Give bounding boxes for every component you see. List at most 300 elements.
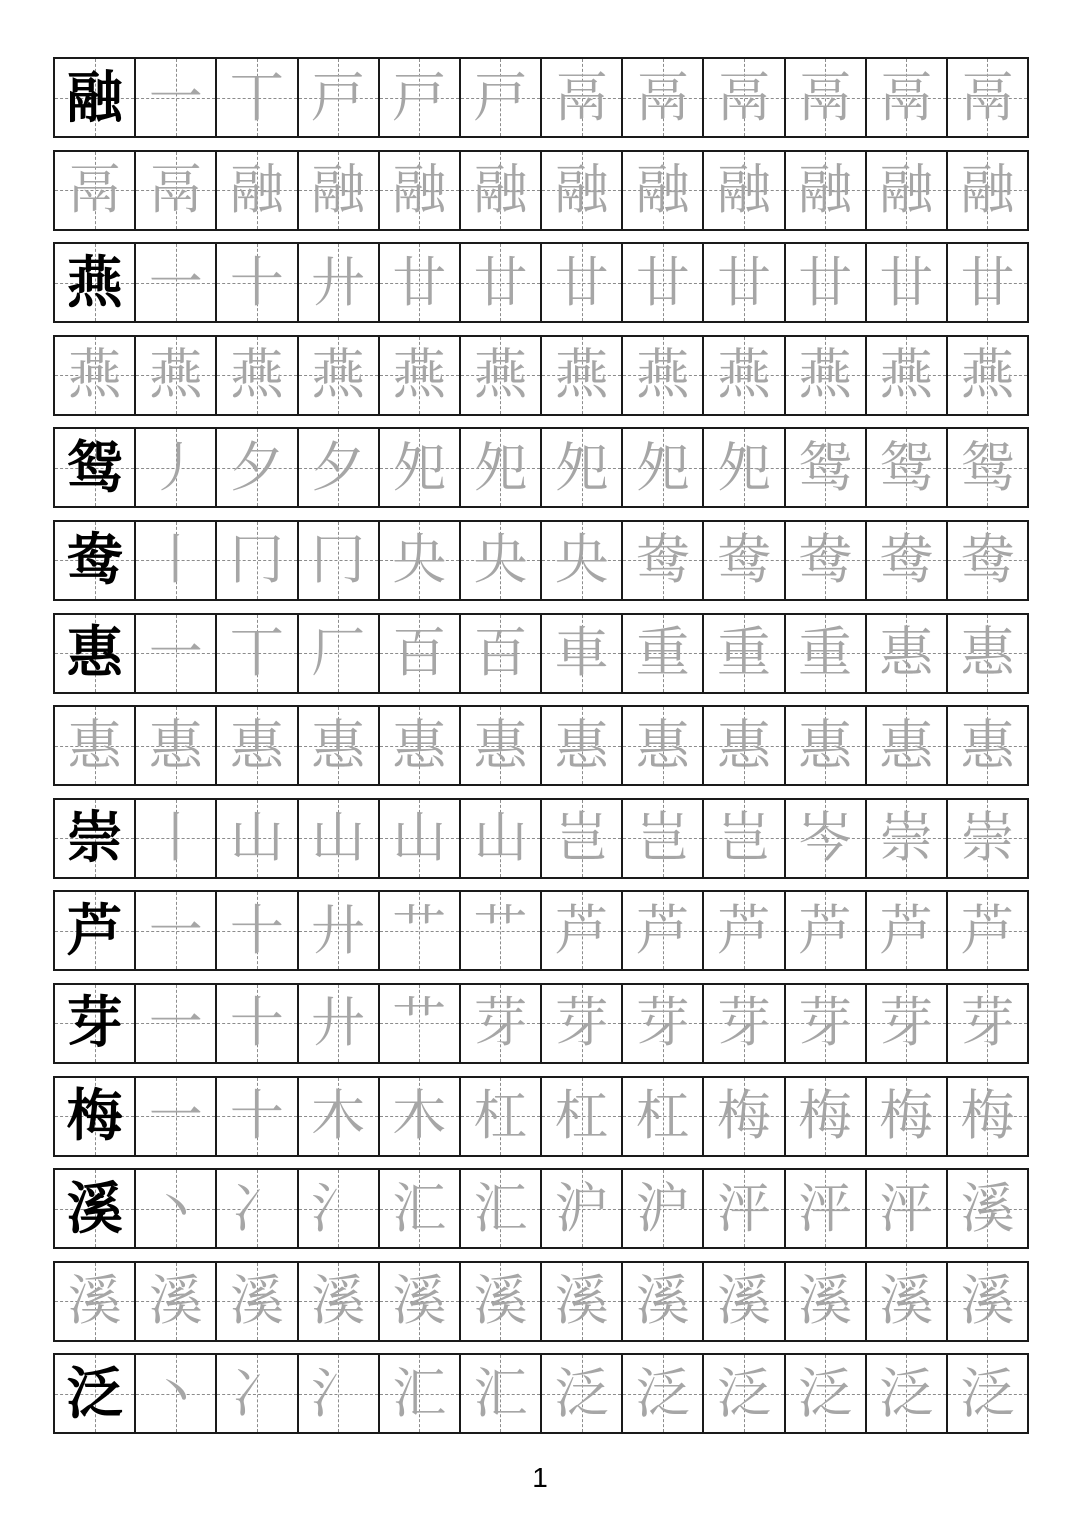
trace-cell xyxy=(461,244,542,321)
stroke-order-glyph: 鬲 xyxy=(148,158,203,222)
practice-row xyxy=(53,1168,1029,1249)
model-character: 鸳 xyxy=(66,434,123,501)
stroke-order-glyph: 汇 xyxy=(392,1176,447,1240)
trace-cell xyxy=(623,1355,704,1432)
stroke-order-glyph: 戸 xyxy=(392,65,447,129)
model-character: 芦 xyxy=(66,897,123,964)
trace-cell xyxy=(542,985,623,1062)
stroke-order-glyph: 厂 xyxy=(311,621,366,685)
stroke-order-glyph: 融 xyxy=(635,158,690,222)
stroke-order-glyph: 木 xyxy=(311,1084,366,1148)
trace-cell xyxy=(786,1355,867,1432)
trace-cell xyxy=(217,1170,298,1247)
stroke-order-glyph: 鸯 xyxy=(879,528,934,592)
model-character-cell xyxy=(55,615,136,692)
stroke-order-glyph: 廿 xyxy=(392,250,447,314)
stroke-order-glyph: 丶 xyxy=(148,1361,203,1425)
stroke-order-glyph: 夗 xyxy=(716,435,771,499)
stroke-order-glyph: 溪 xyxy=(148,1269,203,1333)
trace-cell xyxy=(299,1355,380,1432)
stroke-order-glyph: 溪 xyxy=(960,1269,1015,1333)
trace-cell xyxy=(380,59,461,136)
trace-cell xyxy=(948,985,1027,1062)
stroke-order-glyph: 惠 xyxy=(879,621,934,685)
stroke-order-glyph: 融 xyxy=(473,158,528,222)
stroke-order-glyph: 杠 xyxy=(473,1084,528,1148)
stroke-order-glyph: 丨 xyxy=(148,806,203,870)
trace-cell xyxy=(542,244,623,321)
stroke-order-glyph: 溪 xyxy=(879,1269,934,1333)
trace-cell xyxy=(55,707,136,784)
trace-cell xyxy=(704,1355,785,1432)
trace-cell xyxy=(461,337,542,414)
trace-cell xyxy=(136,615,217,692)
trace-cell xyxy=(542,892,623,969)
trace-cell xyxy=(786,59,867,136)
trace-cell xyxy=(299,1078,380,1155)
trace-cell xyxy=(299,892,380,969)
stroke-order-glyph: 燕 xyxy=(473,343,528,407)
stroke-order-glyph: 丅 xyxy=(229,65,284,129)
trace-cell xyxy=(299,985,380,1062)
stroke-order-glyph: 芦 xyxy=(879,898,934,962)
trace-cell xyxy=(217,892,298,969)
trace-cell xyxy=(704,1263,785,1340)
stroke-order-glyph: 夕 xyxy=(229,435,284,499)
stroke-order-glyph: 芽 xyxy=(960,991,1015,1055)
stroke-order-glyph: 泙 xyxy=(798,1176,853,1240)
stroke-order-glyph: 央 xyxy=(392,528,447,592)
trace-cell xyxy=(867,1078,948,1155)
stroke-order-glyph: 芽 xyxy=(716,991,771,1055)
trace-cell xyxy=(867,892,948,969)
stroke-order-glyph: 廾 xyxy=(311,250,366,314)
trace-cell xyxy=(299,615,380,692)
stroke-order-glyph: 梅 xyxy=(960,1084,1015,1148)
stroke-order-glyph: 燕 xyxy=(229,343,284,407)
stroke-order-glyph: 艹 xyxy=(392,898,447,962)
stroke-order-glyph: 一 xyxy=(148,65,203,129)
stroke-order-glyph: 融 xyxy=(392,158,447,222)
stroke-order-glyph: 廿 xyxy=(473,250,528,314)
stroke-order-glyph: 重 xyxy=(635,621,690,685)
stroke-order-glyph: 芦 xyxy=(635,898,690,962)
stroke-order-glyph: 艹 xyxy=(473,898,528,962)
stroke-order-glyph: 冫 xyxy=(229,1361,284,1425)
stroke-order-glyph: 融 xyxy=(879,158,934,222)
trace-cell xyxy=(704,1078,785,1155)
practice-row xyxy=(53,613,1029,694)
practice-row xyxy=(53,335,1029,416)
trace-cell xyxy=(867,522,948,599)
page-number: 1 xyxy=(532,1462,548,1493)
trace-cell xyxy=(380,522,461,599)
model-character-cell xyxy=(55,985,136,1062)
trace-cell xyxy=(948,1263,1027,1340)
trace-cell xyxy=(299,429,380,506)
trace-cell xyxy=(380,1078,461,1155)
stroke-order-glyph: 燕 xyxy=(67,343,122,407)
practice-row xyxy=(53,1353,1029,1434)
trace-cell xyxy=(217,59,298,136)
trace-cell xyxy=(948,152,1027,229)
model-character-cell xyxy=(55,1170,136,1247)
stroke-order-glyph: 燕 xyxy=(392,343,447,407)
trace-cell xyxy=(217,522,298,599)
stroke-order-glyph: 惠 xyxy=(879,713,934,777)
stroke-order-glyph: 十 xyxy=(229,898,284,962)
model-character: 崇 xyxy=(66,805,123,872)
trace-cell xyxy=(704,429,785,506)
trace-cell xyxy=(542,59,623,136)
trace-cell xyxy=(542,1170,623,1247)
model-character-cell xyxy=(55,1078,136,1155)
trace-cell xyxy=(55,152,136,229)
trace-cell xyxy=(136,800,217,877)
trace-cell xyxy=(299,707,380,784)
trace-cell xyxy=(867,800,948,877)
stroke-order-glyph: 夕 xyxy=(311,435,366,499)
stroke-order-glyph: 沪 xyxy=(554,1176,609,1240)
trace-cell xyxy=(299,152,380,229)
trace-cell xyxy=(704,892,785,969)
stroke-order-glyph: 溪 xyxy=(554,1269,609,1333)
trace-cell xyxy=(786,615,867,692)
trace-cell xyxy=(461,59,542,136)
stroke-order-glyph: 百 xyxy=(473,621,528,685)
trace-cell xyxy=(136,1263,217,1340)
trace-cell xyxy=(542,1355,623,1432)
stroke-order-glyph: 泛 xyxy=(716,1361,771,1425)
trace-cell xyxy=(136,707,217,784)
stroke-order-glyph: 燕 xyxy=(798,343,853,407)
stroke-order-glyph: 鬲 xyxy=(67,158,122,222)
trace-cell xyxy=(704,337,785,414)
trace-cell xyxy=(542,337,623,414)
trace-cell xyxy=(461,615,542,692)
stroke-order-glyph: 鸯 xyxy=(716,528,771,592)
trace-cell xyxy=(380,985,461,1062)
trace-cell xyxy=(461,707,542,784)
stroke-order-glyph: 融 xyxy=(229,158,284,222)
trace-cell xyxy=(461,522,542,599)
stroke-order-glyph: 梅 xyxy=(798,1084,853,1148)
stroke-order-glyph: 鸳 xyxy=(879,435,934,499)
trace-cell xyxy=(461,1263,542,1340)
trace-cell xyxy=(380,1355,461,1432)
trace-cell xyxy=(136,522,217,599)
practice-row xyxy=(53,983,1029,1064)
stroke-order-glyph: 一 xyxy=(148,898,203,962)
trace-cell xyxy=(704,615,785,692)
trace-cell xyxy=(948,892,1027,969)
trace-cell xyxy=(461,892,542,969)
trace-cell xyxy=(786,152,867,229)
stroke-order-glyph: 惠 xyxy=(960,713,1015,777)
trace-cell xyxy=(948,522,1027,599)
trace-cell xyxy=(217,429,298,506)
stroke-order-glyph: 鬲 xyxy=(798,65,853,129)
stroke-order-glyph: 央 xyxy=(473,528,528,592)
stroke-order-glyph: 溪 xyxy=(960,1176,1015,1240)
stroke-order-glyph: 丅 xyxy=(229,621,284,685)
stroke-order-glyph: 芦 xyxy=(716,898,771,962)
trace-cell xyxy=(299,800,380,877)
trace-cell xyxy=(948,429,1027,506)
stroke-order-glyph: 廿 xyxy=(798,250,853,314)
trace-cell xyxy=(786,244,867,321)
stroke-order-glyph: 芦 xyxy=(960,898,1015,962)
trace-cell xyxy=(867,615,948,692)
stroke-order-glyph: 芽 xyxy=(554,991,609,1055)
trace-cell xyxy=(623,152,704,229)
trace-cell xyxy=(704,800,785,877)
trace-cell xyxy=(623,800,704,877)
trace-cell xyxy=(948,1078,1027,1155)
stroke-order-glyph: 汇 xyxy=(473,1176,528,1240)
trace-cell xyxy=(867,244,948,321)
stroke-order-glyph: 丿 xyxy=(148,435,203,499)
stroke-order-glyph: 鸳 xyxy=(798,435,853,499)
trace-cell xyxy=(704,152,785,229)
stroke-order-glyph: 夗 xyxy=(554,435,609,499)
stroke-order-glyph: 山 xyxy=(229,806,284,870)
stroke-order-glyph: 崇 xyxy=(960,806,1015,870)
model-character-cell xyxy=(55,429,136,506)
trace-cell xyxy=(461,429,542,506)
trace-cell xyxy=(623,1263,704,1340)
trace-cell xyxy=(704,985,785,1062)
stroke-order-glyph: 惠 xyxy=(635,713,690,777)
stroke-order-glyph: 廿 xyxy=(554,250,609,314)
trace-cell xyxy=(867,1170,948,1247)
trace-cell xyxy=(217,152,298,229)
trace-cell xyxy=(948,1170,1027,1247)
stroke-order-glyph: 冂 xyxy=(311,528,366,592)
model-character-cell xyxy=(55,59,136,136)
stroke-order-glyph: 溪 xyxy=(635,1269,690,1333)
stroke-order-glyph: 丨 xyxy=(148,528,203,592)
trace-cell xyxy=(217,1355,298,1432)
stroke-order-glyph: 泛 xyxy=(960,1361,1015,1425)
model-character: 泛 xyxy=(66,1360,123,1427)
trace-cell xyxy=(948,615,1027,692)
stroke-order-glyph: 汇 xyxy=(392,1361,447,1425)
trace-cell xyxy=(542,1263,623,1340)
stroke-order-glyph: 鬲 xyxy=(635,65,690,129)
stroke-order-glyph: 十 xyxy=(229,250,284,314)
stroke-order-glyph: 十 xyxy=(229,1084,284,1148)
stroke-order-glyph: 鸳 xyxy=(960,435,1015,499)
stroke-order-glyph: 夗 xyxy=(473,435,528,499)
stroke-order-glyph: 融 xyxy=(554,158,609,222)
stroke-order-glyph: 鬲 xyxy=(716,65,771,129)
stroke-order-glyph: 溪 xyxy=(311,1269,366,1333)
stroke-order-glyph: 融 xyxy=(798,158,853,222)
trace-cell xyxy=(542,429,623,506)
stroke-order-glyph: 山 xyxy=(311,806,366,870)
trace-cell xyxy=(623,1170,704,1247)
stroke-order-glyph: 一 xyxy=(148,991,203,1055)
trace-cell xyxy=(948,800,1027,877)
trace-cell xyxy=(217,707,298,784)
trace-cell xyxy=(542,1078,623,1155)
stroke-order-glyph: 惠 xyxy=(392,713,447,777)
trace-cell xyxy=(704,707,785,784)
trace-cell xyxy=(786,429,867,506)
trace-cell xyxy=(623,522,704,599)
stroke-order-glyph: 溪 xyxy=(67,1269,122,1333)
trace-cell xyxy=(623,985,704,1062)
stroke-order-glyph: 夗 xyxy=(392,435,447,499)
stroke-order-glyph: 惠 xyxy=(960,621,1015,685)
model-character: 鸯 xyxy=(66,527,123,594)
stroke-order-glyph: 燕 xyxy=(635,343,690,407)
trace-cell xyxy=(217,800,298,877)
trace-cell xyxy=(136,1355,217,1432)
model-character: 惠 xyxy=(66,620,123,687)
practice-row xyxy=(53,1076,1029,1157)
stroke-order-glyph: 鸯 xyxy=(798,528,853,592)
trace-cell xyxy=(380,244,461,321)
practice-grid xyxy=(53,57,1029,1446)
stroke-order-glyph: 汇 xyxy=(473,1361,528,1425)
stroke-order-glyph: 融 xyxy=(960,158,1015,222)
trace-cell xyxy=(867,337,948,414)
stroke-order-glyph: 燕 xyxy=(554,343,609,407)
trace-cell xyxy=(461,1078,542,1155)
trace-cell xyxy=(786,337,867,414)
stroke-order-glyph: 鸯 xyxy=(960,528,1015,592)
model-character: 燕 xyxy=(66,249,123,316)
trace-cell xyxy=(623,1078,704,1155)
stroke-order-glyph: 梅 xyxy=(879,1084,934,1148)
trace-cell xyxy=(948,59,1027,136)
trace-cell xyxy=(136,1078,217,1155)
stroke-order-glyph: 芽 xyxy=(473,991,528,1055)
stroke-order-glyph: 燕 xyxy=(716,343,771,407)
stroke-order-glyph: 廿 xyxy=(716,250,771,314)
stroke-order-glyph: 戸 xyxy=(311,65,366,129)
trace-cell xyxy=(217,1263,298,1340)
trace-cell xyxy=(704,244,785,321)
trace-cell xyxy=(786,1170,867,1247)
stroke-order-glyph: 溪 xyxy=(473,1269,528,1333)
trace-cell xyxy=(786,1263,867,1340)
stroke-order-glyph: 泛 xyxy=(879,1361,934,1425)
stroke-order-glyph: 山 xyxy=(473,806,528,870)
practice-row xyxy=(53,890,1029,971)
stroke-order-glyph: 惠 xyxy=(229,713,284,777)
stroke-order-glyph: 芦 xyxy=(554,898,609,962)
stroke-order-glyph: 重 xyxy=(716,621,771,685)
trace-cell xyxy=(623,59,704,136)
stroke-order-glyph: 一 xyxy=(148,250,203,314)
trace-cell xyxy=(867,152,948,229)
stroke-order-glyph: 山 xyxy=(392,806,447,870)
stroke-order-glyph: 融 xyxy=(311,158,366,222)
stroke-order-glyph: 一 xyxy=(148,621,203,685)
stroke-order-glyph: 氵 xyxy=(311,1361,366,1425)
practice-row xyxy=(53,427,1029,508)
stroke-order-glyph: 燕 xyxy=(879,343,934,407)
trace-cell xyxy=(136,985,217,1062)
stroke-order-glyph: 芽 xyxy=(798,991,853,1055)
trace-cell xyxy=(542,707,623,784)
trace-cell xyxy=(867,1263,948,1340)
stroke-order-glyph: 融 xyxy=(716,158,771,222)
stroke-order-glyph: 芽 xyxy=(879,991,934,1055)
trace-cell xyxy=(786,985,867,1062)
trace-cell xyxy=(217,244,298,321)
trace-cell xyxy=(299,522,380,599)
model-character: 芽 xyxy=(66,990,123,1057)
trace-cell xyxy=(786,707,867,784)
practice-row xyxy=(53,57,1029,138)
trace-cell xyxy=(380,707,461,784)
stroke-order-glyph: 岑 xyxy=(798,806,853,870)
trace-cell xyxy=(136,892,217,969)
trace-cell xyxy=(623,615,704,692)
stroke-order-glyph: 泙 xyxy=(879,1176,934,1240)
stroke-order-glyph: 沪 xyxy=(635,1176,690,1240)
trace-cell xyxy=(299,1170,380,1247)
trace-cell xyxy=(217,1078,298,1155)
trace-cell xyxy=(786,522,867,599)
trace-cell xyxy=(217,337,298,414)
trace-cell xyxy=(704,1170,785,1247)
stroke-order-glyph: 惠 xyxy=(311,713,366,777)
practice-row xyxy=(53,150,1029,231)
trace-cell xyxy=(136,429,217,506)
stroke-order-glyph: 燕 xyxy=(311,343,366,407)
stroke-order-glyph: 冂 xyxy=(229,528,284,592)
trace-cell xyxy=(623,429,704,506)
stroke-order-glyph: 廾 xyxy=(311,991,366,1055)
stroke-order-glyph: 十 xyxy=(229,991,284,1055)
stroke-order-glyph: 冫 xyxy=(229,1176,284,1240)
trace-cell xyxy=(380,429,461,506)
stroke-order-glyph: 梅 xyxy=(716,1084,771,1148)
model-character-cell xyxy=(55,522,136,599)
stroke-order-glyph: 鬲 xyxy=(554,65,609,129)
trace-cell xyxy=(542,152,623,229)
stroke-order-glyph: 杠 xyxy=(554,1084,609,1148)
trace-cell xyxy=(786,800,867,877)
stroke-order-glyph: 岂 xyxy=(716,806,771,870)
trace-cell xyxy=(299,337,380,414)
trace-cell xyxy=(542,800,623,877)
stroke-order-glyph: 泛 xyxy=(635,1361,690,1425)
trace-cell xyxy=(867,707,948,784)
trace-cell xyxy=(217,985,298,1062)
practice-row xyxy=(53,520,1029,601)
stroke-order-glyph: 丶 xyxy=(148,1176,203,1240)
stroke-order-glyph: 惠 xyxy=(473,713,528,777)
model-character: 溪 xyxy=(66,1175,123,1242)
trace-cell xyxy=(380,892,461,969)
stroke-order-glyph: 溪 xyxy=(229,1269,284,1333)
model-character: 梅 xyxy=(66,1083,123,1150)
trace-cell xyxy=(867,1355,948,1432)
trace-cell xyxy=(380,337,461,414)
stroke-order-glyph: 廾 xyxy=(311,898,366,962)
trace-cell xyxy=(299,59,380,136)
trace-cell xyxy=(136,337,217,414)
stroke-order-glyph: 溪 xyxy=(798,1269,853,1333)
model-character: 融 xyxy=(66,64,123,131)
stroke-order-glyph: 廿 xyxy=(635,250,690,314)
